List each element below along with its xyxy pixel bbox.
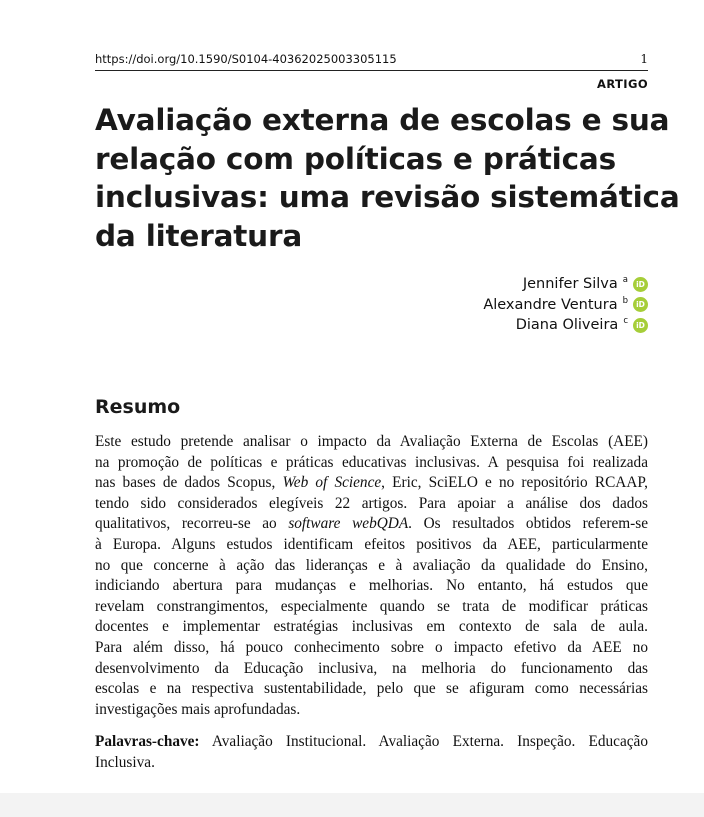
- viewer-bottom-bar: [0, 793, 704, 817]
- orcid-icon[interactable]: iD: [633, 277, 648, 292]
- abstract-line: indiciando abertura para mudanças e melhorias. No entanto, há estudos que: [95, 577, 648, 595]
- title-line: da literatura: [95, 218, 303, 253]
- author-affiliation: b: [622, 295, 628, 306]
- title-line: inclusivas: uma revisão sistemática: [95, 180, 680, 214]
- abstract-line: no que concerne à ação das lideranças e à avaliação da qualidade do Ensino,: [95, 556, 648, 574]
- abstract-line: investigações mais aprofundadas.: [95, 700, 301, 718]
- author-affiliation: c: [623, 316, 628, 327]
- abstract-line: tendo sido considerados elegíveis 22 artigos. Para apoiar a análise dos dados: [95, 494, 648, 512]
- author-name: Jennifer Silva: [522, 276, 618, 293]
- author-name: Diana Oliveira: [515, 317, 619, 334]
- author-entry: [483, 315, 648, 336]
- abstract-line: Este estudo pretende analisar o impacto da Avaliação Externa de Escolas (AEE): [95, 433, 648, 450]
- abstract-line: docentes e implementar estratégias inclusivas em contexto de sala de aula.: [95, 618, 648, 636]
- abstract-line: escolas e na respectiva sustentabilidade, pelo que se afiguram como necessárias: [95, 680, 648, 698]
- orcid-icon[interactable]: iD: [633, 318, 648, 333]
- author-name: Alexandre Ventura: [483, 296, 618, 313]
- article-title: [95, 101, 680, 255]
- keywords-line: [95, 732, 648, 753]
- title-line: relação com políticas e práticas: [95, 141, 616, 176]
- abstract-line: na promoção de políticas e práticas educativas inclusivas. A pesquisa foi realizada: [95, 453, 648, 471]
- keywords-block: [95, 732, 648, 773]
- author-list: [483, 274, 648, 336]
- page-number: 1: [640, 52, 648, 66]
- abstract-line: à Europa. Alguns estudos identificam efeitos positivos da AEE, particularmente: [95, 535, 648, 553]
- keywords-text: Avaliação Institucional. Avaliação Externa. Inspeção. Educação: [211, 733, 648, 750]
- abstract-line: Para além disso, há pouco conhecimento sobre o impacto efetivo da AEE no: [95, 638, 648, 656]
- title-line: Avaliação externa de escolas e sua: [95, 103, 670, 137]
- orcid-icon[interactable]: iD: [633, 297, 648, 312]
- doi-link[interactable]: https://doi.org/10.1590/S0104-40362025003305115: [95, 52, 397, 66]
- abstract-line: qualitativos, recorreu-se ao software webQDA. Os resultados obtidos referem-se: [95, 515, 648, 533]
- keywords-label: Palavras-chave:: [95, 733, 200, 750]
- abstract-body: [95, 432, 648, 720]
- abstract-line: revelam constrangimentos, especialmente quando se trata de modificar práticas: [95, 597, 648, 615]
- abstract-heading: Resumo: [95, 396, 181, 418]
- article-type-label: ARTIGO: [597, 77, 648, 91]
- keywords-line: Inclusiva.: [95, 753, 155, 771]
- abstract-line: desenvolvimento da Educação inclusiva, na melhoria do funcionamento das: [95, 659, 648, 677]
- abstract-line: nas bases de dados Scopus, Web of Science, Eric, SciELO e no repositório RCAAP,: [95, 474, 648, 492]
- author-affiliation: a: [622, 275, 628, 286]
- italic-term: Web of Science: [282, 474, 382, 492]
- header-divider: [95, 70, 648, 71]
- running-header: [95, 52, 648, 68]
- italic-term: software webQDA: [288, 515, 409, 533]
